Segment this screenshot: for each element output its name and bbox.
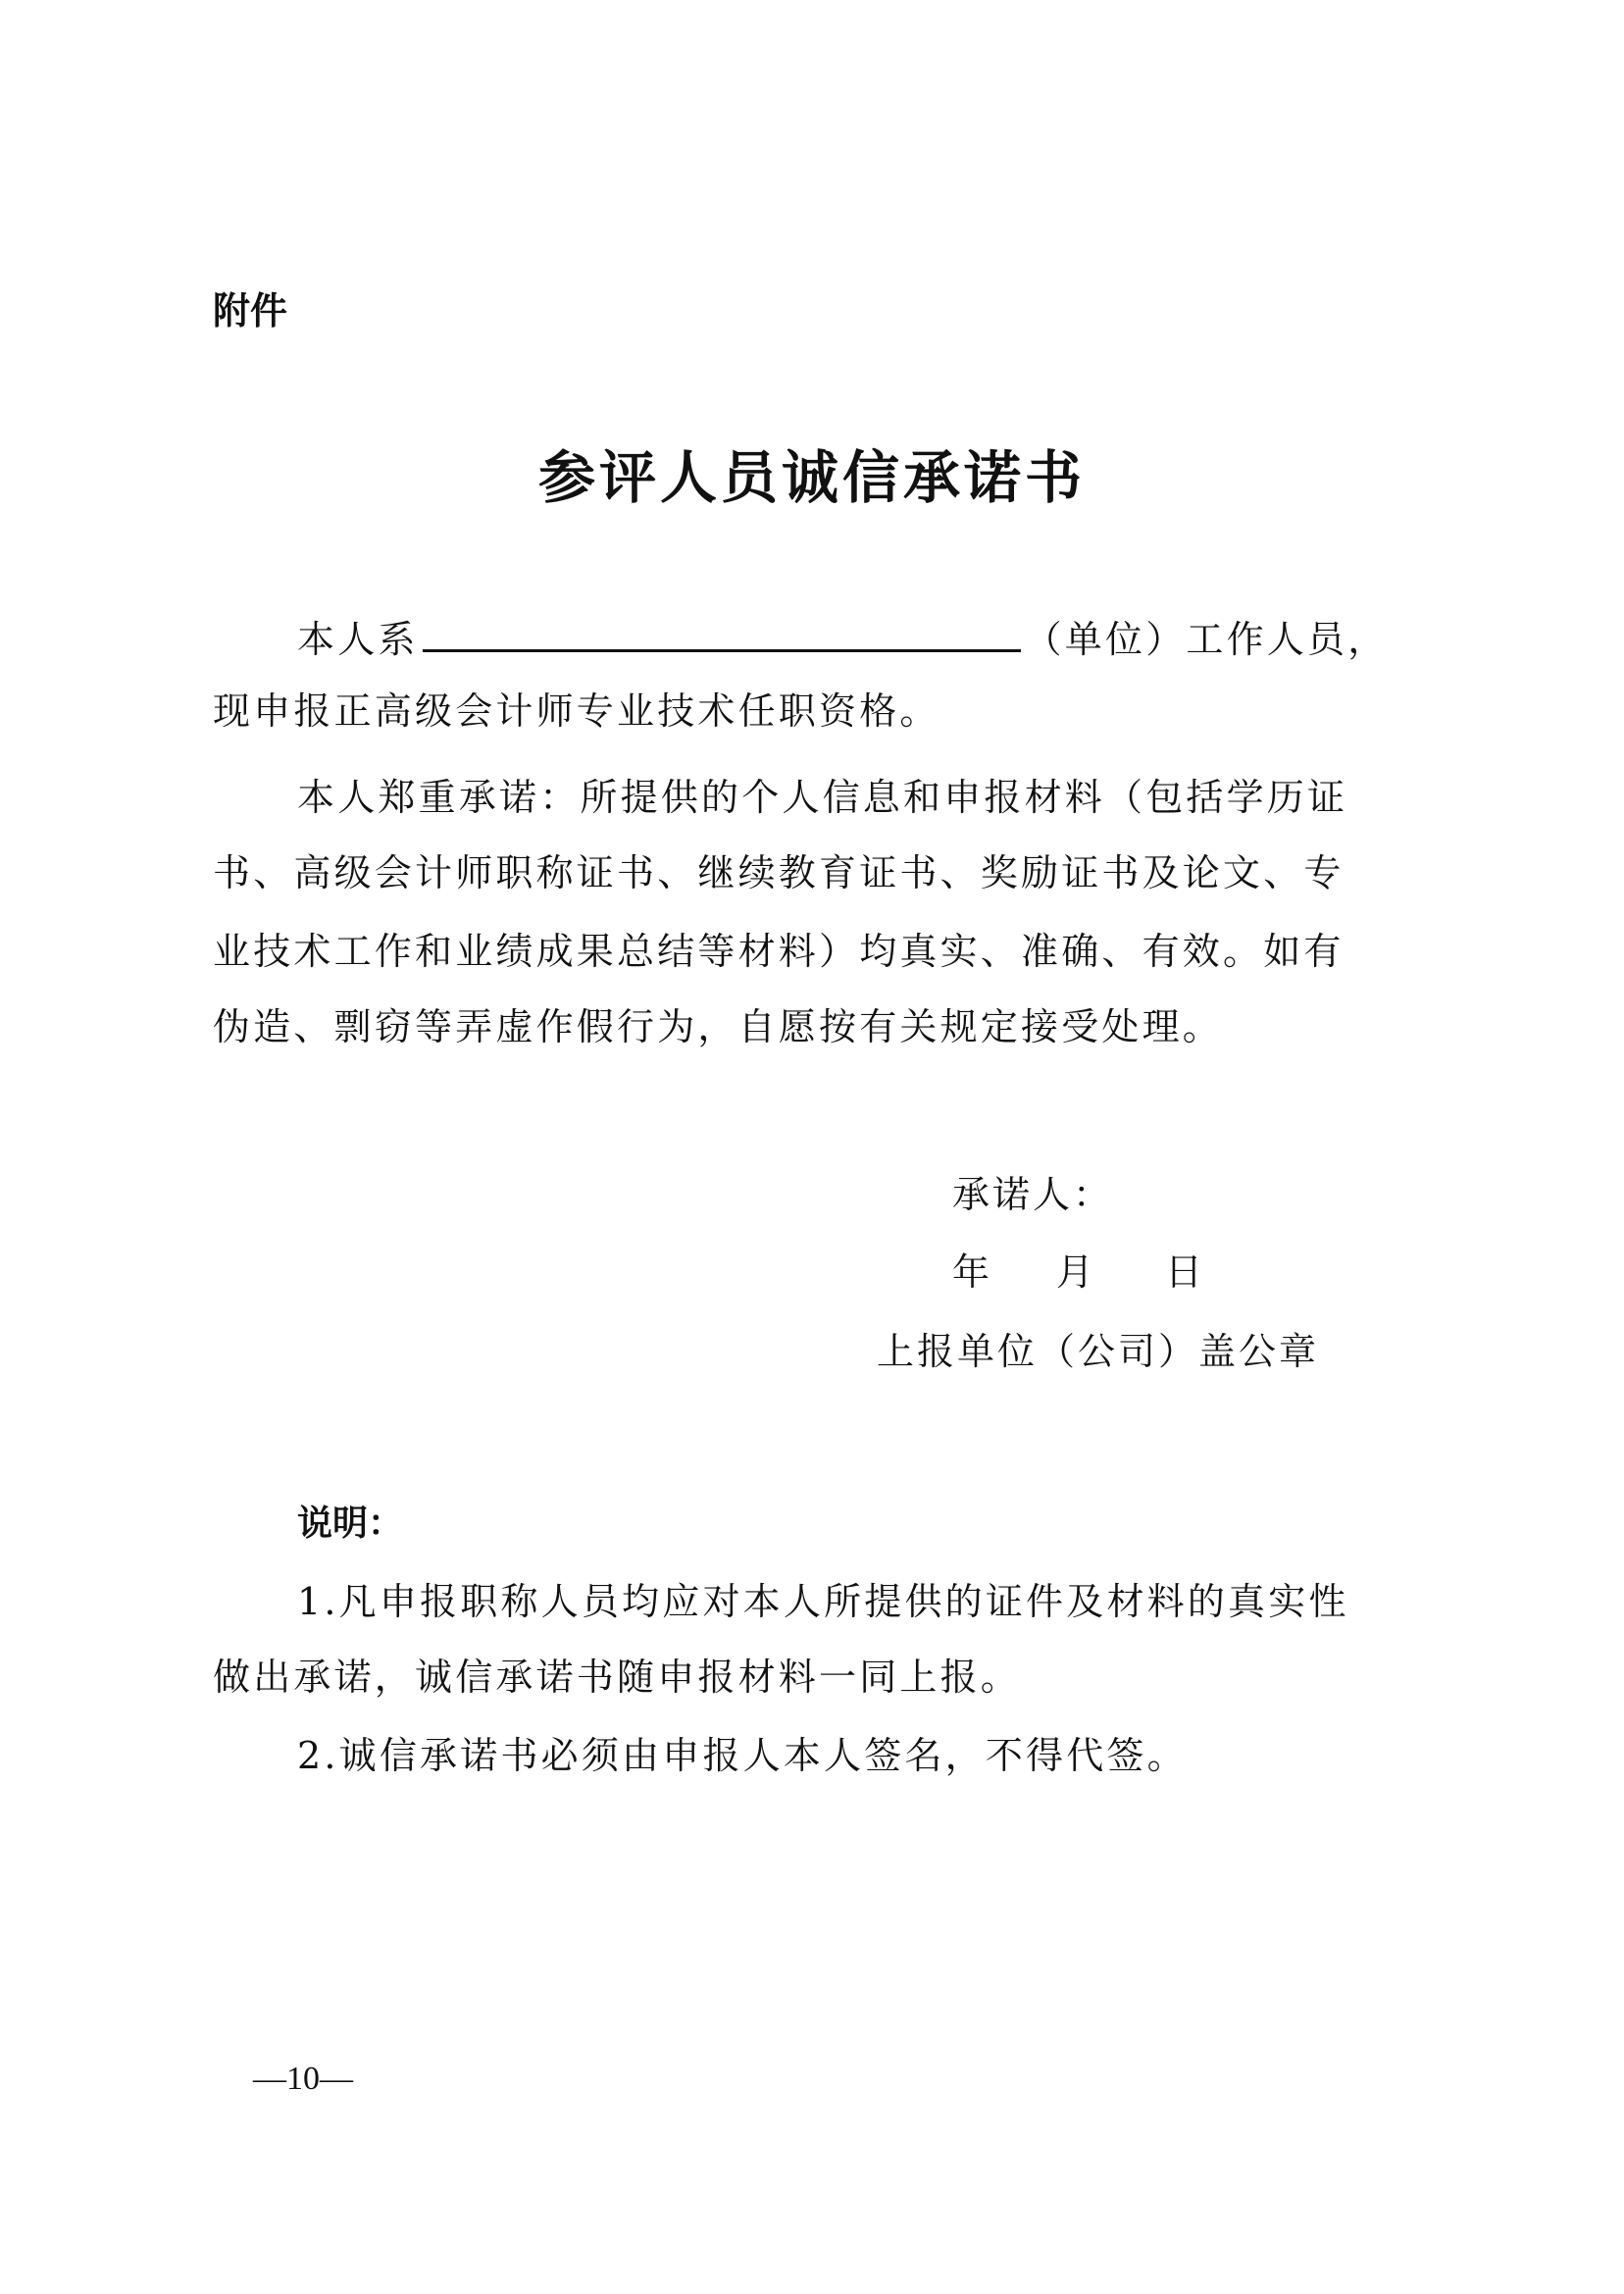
pledge-paragraph-line: 业技术工作和业绩成果总结等材料）均真实、准确、有效。如有 <box>213 930 1345 973</box>
attachment-label: 附件 <box>213 289 288 332</box>
date-year-label: 年 <box>952 1250 993 1294</box>
page-number: —10— <box>253 2061 353 2097</box>
company-seal-label: 上报单位（公司）盖公章 <box>877 1330 1320 1373</box>
note-item-1-line-1: 1.凡申报职称人员均应对本人所提供的证件及材料的真实性 <box>297 1580 1349 1623</box>
pledge-line-2: 现申报正高级会计师专业技术任职资格。 <box>213 689 940 733</box>
unit-name-blank-field[interactable] <box>423 616 1021 652</box>
note-item-1-line-2: 做出承诺，诚信承诺书随申报材料一同上报。 <box>213 1656 1022 1699</box>
pledge-line-1 <box>297 616 1388 661</box>
pledge-line-1-suffix: （单位）工作人员， <box>1024 618 1389 661</box>
date-month-label: 月 <box>1056 1250 1097 1294</box>
pledge-line-1-prefix: 本人系 <box>297 618 419 661</box>
pledge-paragraph-line: 书、高级会计师职称证书、继续教育证书、奖励证书及论文、专 <box>213 851 1345 894</box>
notes-heading: 说明： <box>297 1504 404 1544</box>
pledge-paragraph-line: 伪造、剽窃等弄虚作假行为，自愿按有关规定接受处理。 <box>213 1005 1224 1048</box>
pledger-label: 承诺人： <box>952 1173 1114 1216</box>
document-title: 参评人员诚信承诺书 <box>537 444 1086 511</box>
note-item-2: 2.诚信承诺书必须由申报人本人签名，不得代签。 <box>297 1734 1188 1777</box>
pledge-paragraph-line: 本人郑重承诺：所提供的个人信息和申报材料（包括学历证 <box>297 776 1348 819</box>
date-day-label: 日 <box>1165 1250 1206 1294</box>
